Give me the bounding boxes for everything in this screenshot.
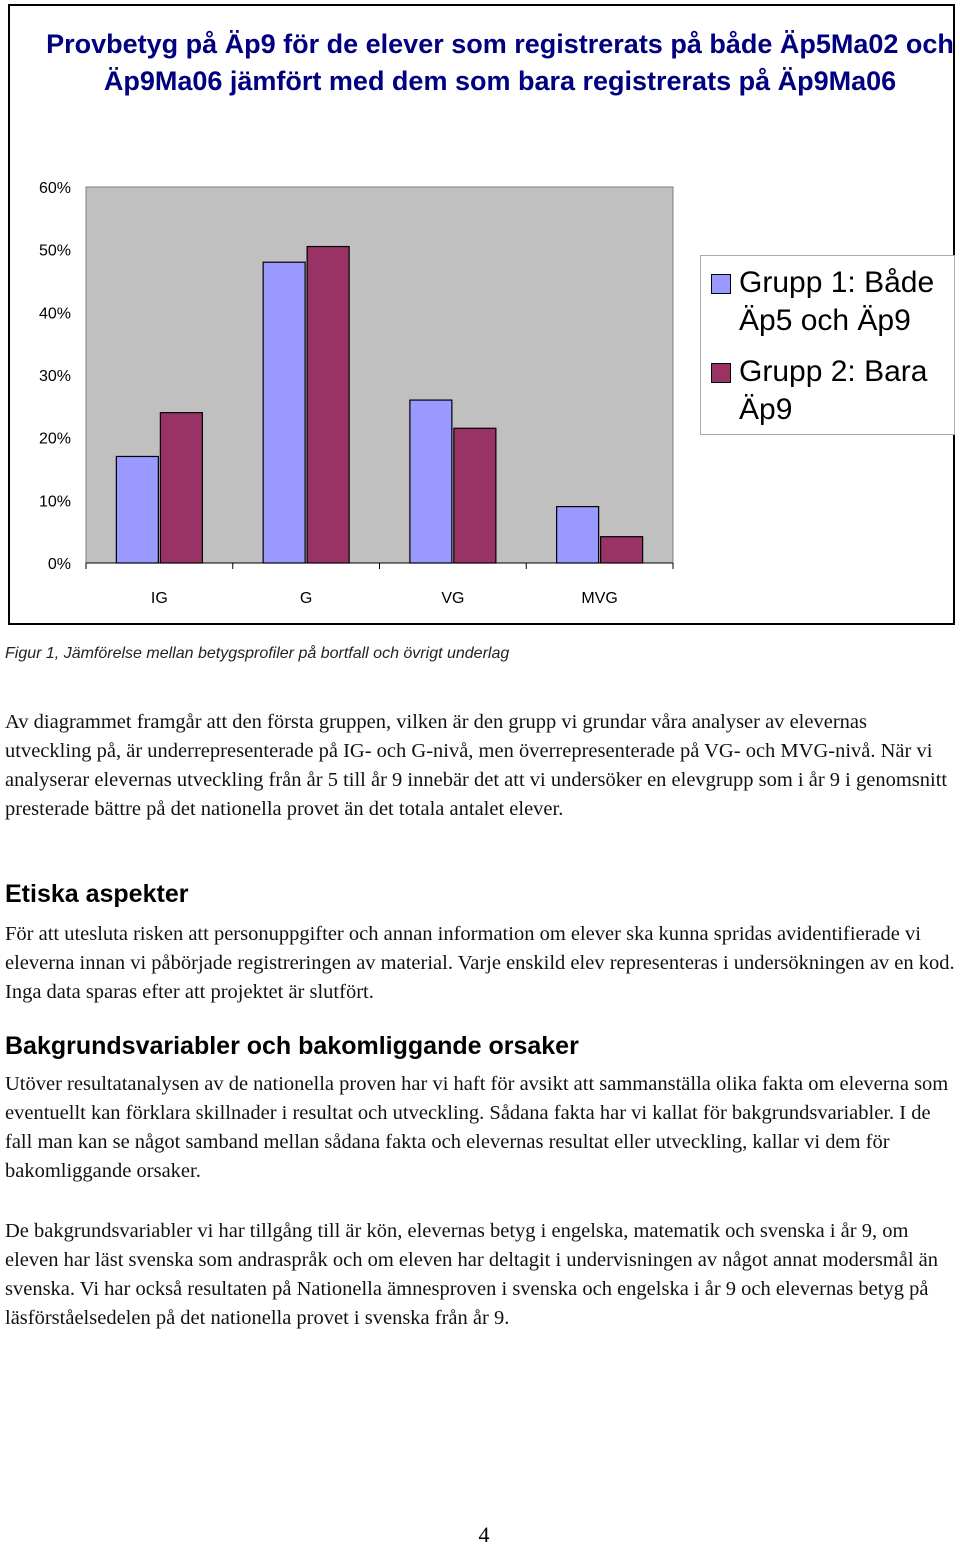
bar-group2-vg (454, 428, 496, 563)
paragraph-etiska-aspekter: För att utesluta risken att personuppgifter och annan information om elever ska kunna spridas avidentifierade vi eleverna innan vi påbörjade registreringen av material. Varje enskild elev representeras i undersökningen av en kod. Inga data sparas efter att projektet är slutfört. (5, 923, 955, 1003)
y-tick-label: 20% (38, 430, 71, 448)
y-tick-label: 10% (38, 493, 71, 511)
y-tick-label: 40% (38, 305, 71, 323)
y-tick-label: 60% (38, 180, 71, 197)
legend-label-group2: Grupp 2: Bara Äp9 (739, 355, 928, 426)
chart-legend (700, 255, 955, 435)
legend-swatch-group2 (711, 363, 731, 383)
paragraph-bakgrundsvariabler: Utöver resultatanalysen av de nationella proven har vi haft för avsikt att sammanställa olika fakta om eleverna som eventuellt kan förklara skillnader i resultat och utveckling. Sådana fakta har vi kallat för bakgrundsvariabler. I de fall man kan se något samband mellan sådana fakta och elevernas resultat eller utveckling, kallar vi dem för bakomliggande orsaker. (5, 1073, 949, 1182)
paragraph-diagram-analysis: Av diagrammet framgår att den första gruppen, vilken är den grupp vi grundar våra analyser av elevernas utveckling på, är underrepresenterade på IG- och G-nivå, men överrepresenterade på VG- och MVG-nivå. När vi analyserar elevernas utveckling från år 5 till år 9 innebär det att vi undersöker en elevgrupp som i år 9 i genomsnitt presterade bättre på det nationella provet än det totala antalet elever. (5, 711, 948, 820)
page-number: 4 (478, 1522, 490, 1547)
heading-etiska-aspekter: Etiska aspekter (5, 880, 189, 908)
bar-group2-ig (160, 413, 202, 563)
figure-caption: Figur 1, Jämförelse mellan betygsprofiler på bortfall och övrigt underlag (5, 645, 510, 662)
bar-group1-mvg (557, 507, 599, 563)
x-tick-label: IG (150, 590, 168, 607)
bar-group1-g (263, 262, 305, 563)
y-tick-label: 50% (38, 242, 71, 260)
x-tick-label: VG (441, 590, 465, 607)
legend-label-group1: Grupp 1: Både Äp5 och Äp9 (739, 266, 935, 337)
bar-group2-mvg (601, 537, 643, 563)
bar-group1-ig (116, 456, 158, 563)
chart-title: Provbetyg på Äp9 för de elever som registrerats på både Äp5Ma02 och Äp9Ma06 jämfört med dem som bara registrerats på Äp9Ma06 (46, 29, 954, 96)
chart-frame (8, 4, 955, 625)
paragraph-bakgrundsvariabler-list: De bakgrundsvariabler vi har tillgång till är kön, elevernas betyg i engelska, matematik och svenska i år 9, om eleven har läst svenska som andraspråk och om eleven har deltagit i undervisningen av något annat modersmål än svenska. Vi har också resultaten på Nationella ämnesproven i svenska och engelska i år 9 och elevernas betyg på läsförståelsedelen på det nationella provet i svenska från år 9. (5, 1220, 939, 1329)
y-tick-label: 30% (38, 368, 71, 385)
bar-group1-vg (410, 400, 452, 563)
x-tick-label: G (299, 590, 313, 607)
bar-group2-g (307, 247, 349, 563)
legend-swatch-group1 (711, 274, 731, 294)
x-tick-label: MVG (581, 590, 618, 607)
y-tick-label: 0% (47, 556, 71, 573)
heading-bakgrundsvariabler: Bakgrundsvariabler och bakomliggande orsaker (5, 1032, 579, 1060)
